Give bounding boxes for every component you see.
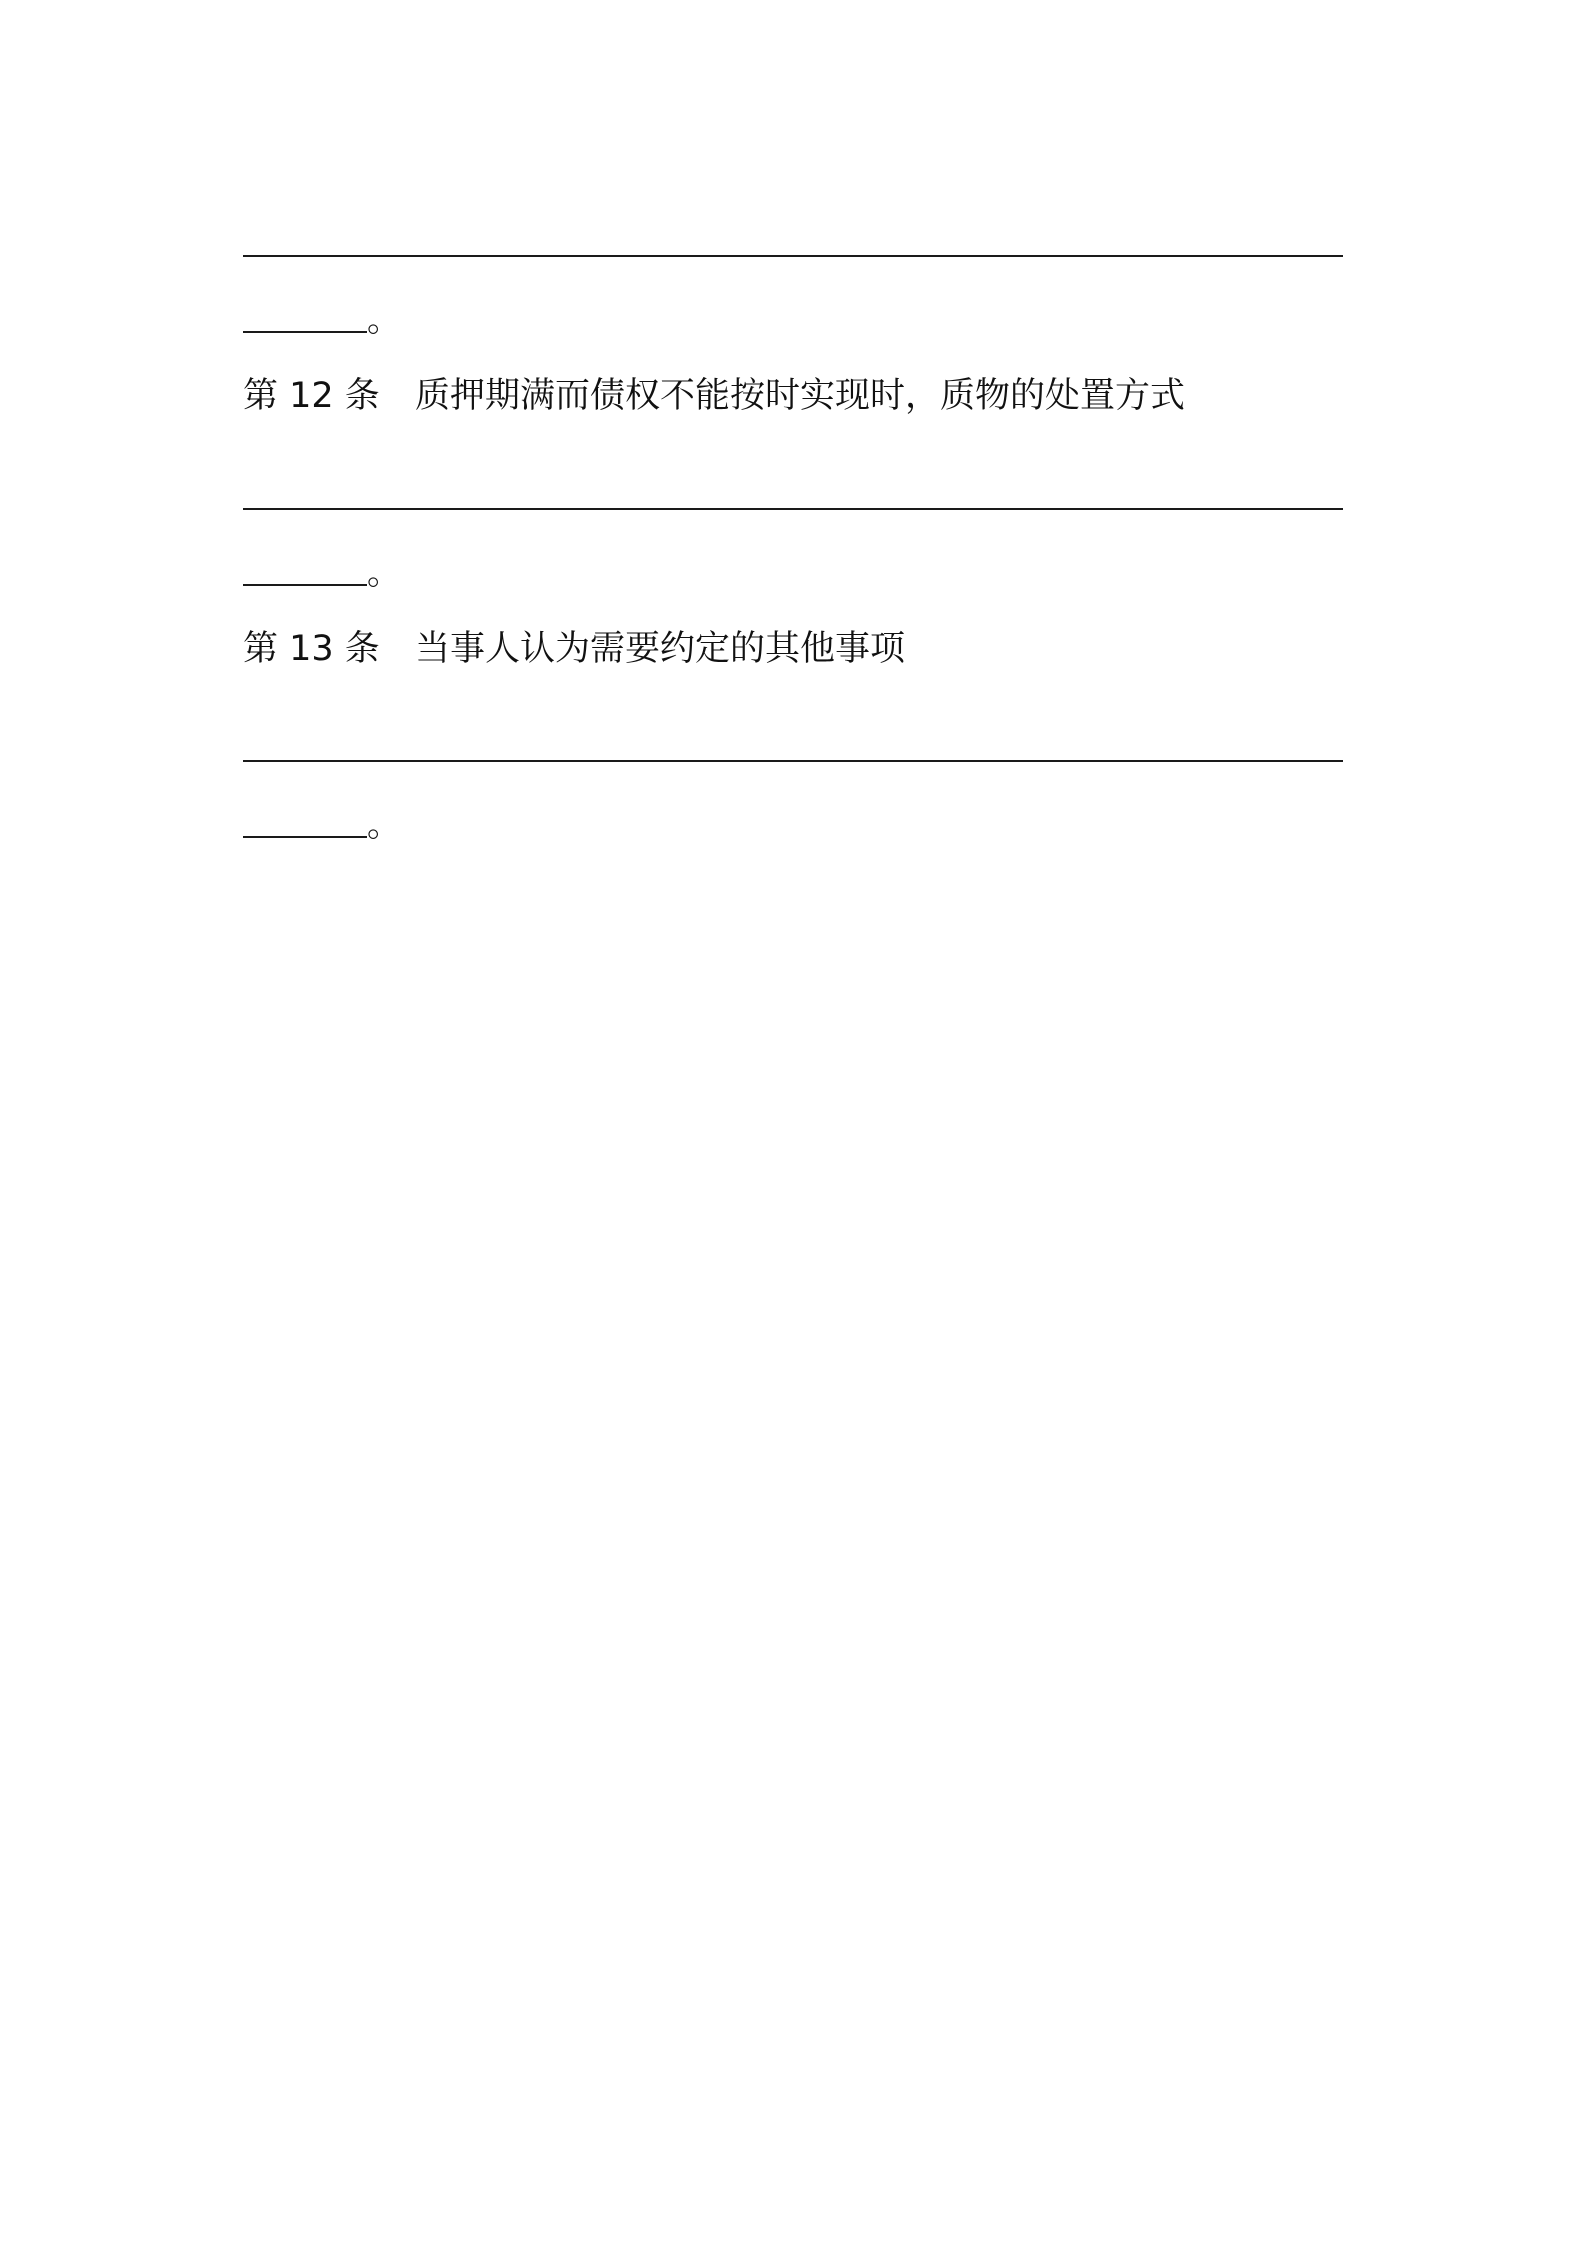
article-title: 质押期满而债权不能按时实现时，质物的处置方式 [415,376,1186,416]
fill-in-line [243,508,1343,510]
article-number: 第 13 条 [243,629,380,669]
fill-in-line-short [243,584,367,586]
article-12 [243,373,1343,419]
article-number: 第 12 条 [243,376,380,416]
line-terminator: 。 [367,553,401,593]
fill-in-line-end [243,805,443,845]
fill-in-line-short [243,331,367,333]
fill-in-line-short [243,836,367,838]
article-13 [243,626,1343,672]
fill-in-line [243,255,1343,257]
line-terminator: 。 [367,805,401,845]
line-terminator: 。 [367,300,401,340]
fill-in-line-end [243,553,443,593]
fill-in-line-end [243,300,443,340]
article-title: 当事人认为需要约定的其他事项 [415,629,906,669]
fill-in-line [243,760,1343,762]
